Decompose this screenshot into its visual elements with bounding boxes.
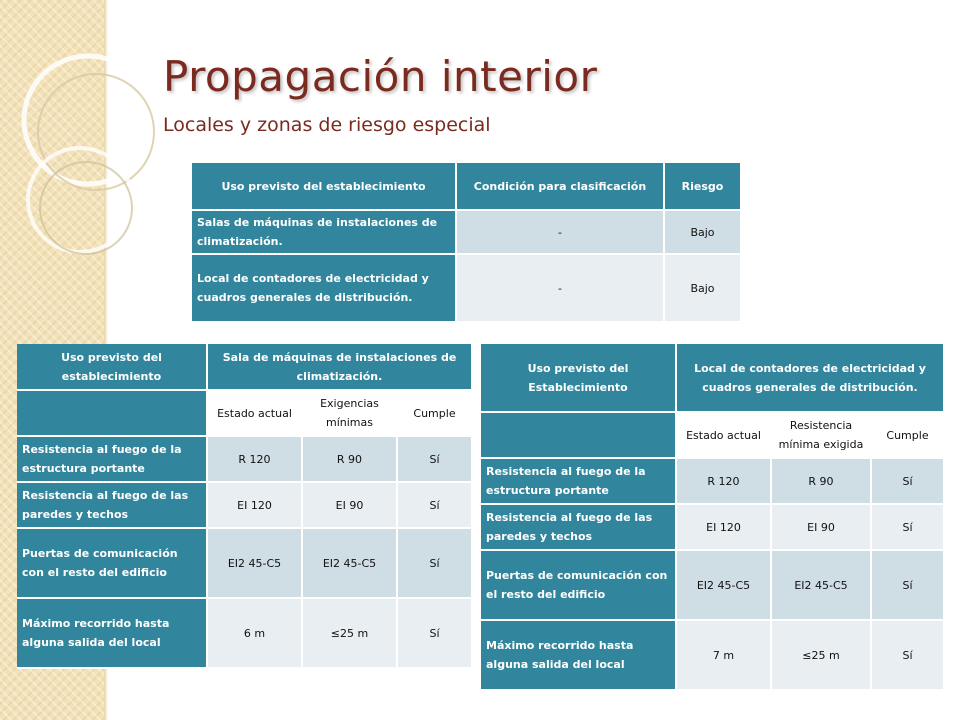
page-title: Propagación interior [163, 52, 598, 101]
table-cell: Sí [397, 436, 472, 482]
table-header-cell: Uso previsto del establecimiento [17, 344, 207, 390]
risk-classification-table [192, 163, 742, 323]
table-cell: ≤25 m [771, 620, 871, 690]
row-label: Resistencia al fuego de la estructura portante [17, 436, 207, 482]
table-header-cell: Condición para clasificación [456, 163, 664, 210]
column-header-row [481, 412, 944, 458]
table-row [192, 254, 741, 322]
table-header-cell: Uso previsto del Establecimiento [481, 344, 676, 412]
table-cell: Sí [397, 482, 472, 528]
table-row [481, 620, 944, 690]
table-cell: 7 m [676, 620, 771, 690]
column-header-row [17, 390, 472, 436]
table-cell: ≤25 m [302, 598, 397, 668]
table-row [481, 504, 944, 550]
row-label: Máximo recorrido hasta alguna salida del local [481, 620, 676, 690]
table-cell: EI2 45-C5 [207, 528, 302, 598]
table-cell: - [456, 254, 664, 322]
empty-header-cell [481, 412, 676, 458]
table-cell: Bajo [664, 210, 741, 254]
table-cell: Sí [871, 458, 944, 504]
table-row [481, 458, 944, 504]
table-cell: R 120 [676, 458, 771, 504]
page-subtitle: Locales y zonas de riesgo especial [163, 114, 491, 136]
decorative-rings [0, 0, 160, 300]
table-row [17, 598, 472, 668]
table-header-row [192, 163, 741, 210]
table-cell: - [456, 210, 664, 254]
table-cell: R 90 [771, 458, 871, 504]
table-cell: Sí [397, 528, 472, 598]
table-cell: Sí [871, 620, 944, 690]
table-cell: R 90 [302, 436, 397, 482]
row-label: Salas de máquinas de instalaciones de climatización. [192, 210, 456, 254]
table-row [17, 528, 472, 598]
table-header-cell: Uso previsto del establecimiento [192, 163, 456, 210]
table-cell: R 120 [207, 436, 302, 482]
table-cell: EI 90 [302, 482, 397, 528]
row-label: Puertas de comunicación con el resto del edificio [17, 528, 207, 598]
table-cell: Bajo [664, 254, 741, 322]
meter-room-table [481, 344, 945, 691]
table-cell: 6 m [207, 598, 302, 668]
row-label: Local de contadores de electricidad y cuadros generales de distribución. [192, 254, 456, 322]
table-cell: EI2 45-C5 [302, 528, 397, 598]
row-label: Resistencia al fuego de la estructura portante [481, 458, 676, 504]
row-label: Puertas de comunicación con el resto del edificio [481, 550, 676, 620]
column-header: Estado actual [676, 412, 771, 458]
column-header: Resistencia mínima exigida [771, 412, 871, 458]
table-row [17, 482, 472, 528]
table-cell: EI 90 [771, 504, 871, 550]
table-header-row [17, 344, 472, 390]
empty-header-cell [17, 390, 207, 436]
row-label: Máximo recorrido hasta alguna salida del local [17, 598, 207, 668]
table-header-cell: Local de contadores de electricidad y cuadros generales de distribución. [676, 344, 944, 412]
column-header: Estado actual [207, 390, 302, 436]
column-header: Cumple [397, 390, 472, 436]
table-cell: Sí [871, 550, 944, 620]
table-header-cell: Riesgo [664, 163, 741, 210]
row-label: Resistencia al fuego de las paredes y techos [481, 504, 676, 550]
table-row [481, 550, 944, 620]
table-header-row [481, 344, 944, 412]
table-cell: Sí [871, 504, 944, 550]
climatization-room-table [17, 344, 473, 669]
table-cell: EI2 45-C5 [771, 550, 871, 620]
table-cell: Sí [397, 598, 472, 668]
table-cell: EI 120 [207, 482, 302, 528]
column-header: Exigencias mínimas [302, 390, 397, 436]
table-cell: EI 120 [676, 504, 771, 550]
column-header: Cumple [871, 412, 944, 458]
table-row [17, 436, 472, 482]
table-cell: EI2 45-C5 [676, 550, 771, 620]
table-row [192, 210, 741, 254]
table-header-cell: Sala de máquinas de instalaciones de climatización. [207, 344, 472, 390]
row-label: Resistencia al fuego de las paredes y techos [17, 482, 207, 528]
